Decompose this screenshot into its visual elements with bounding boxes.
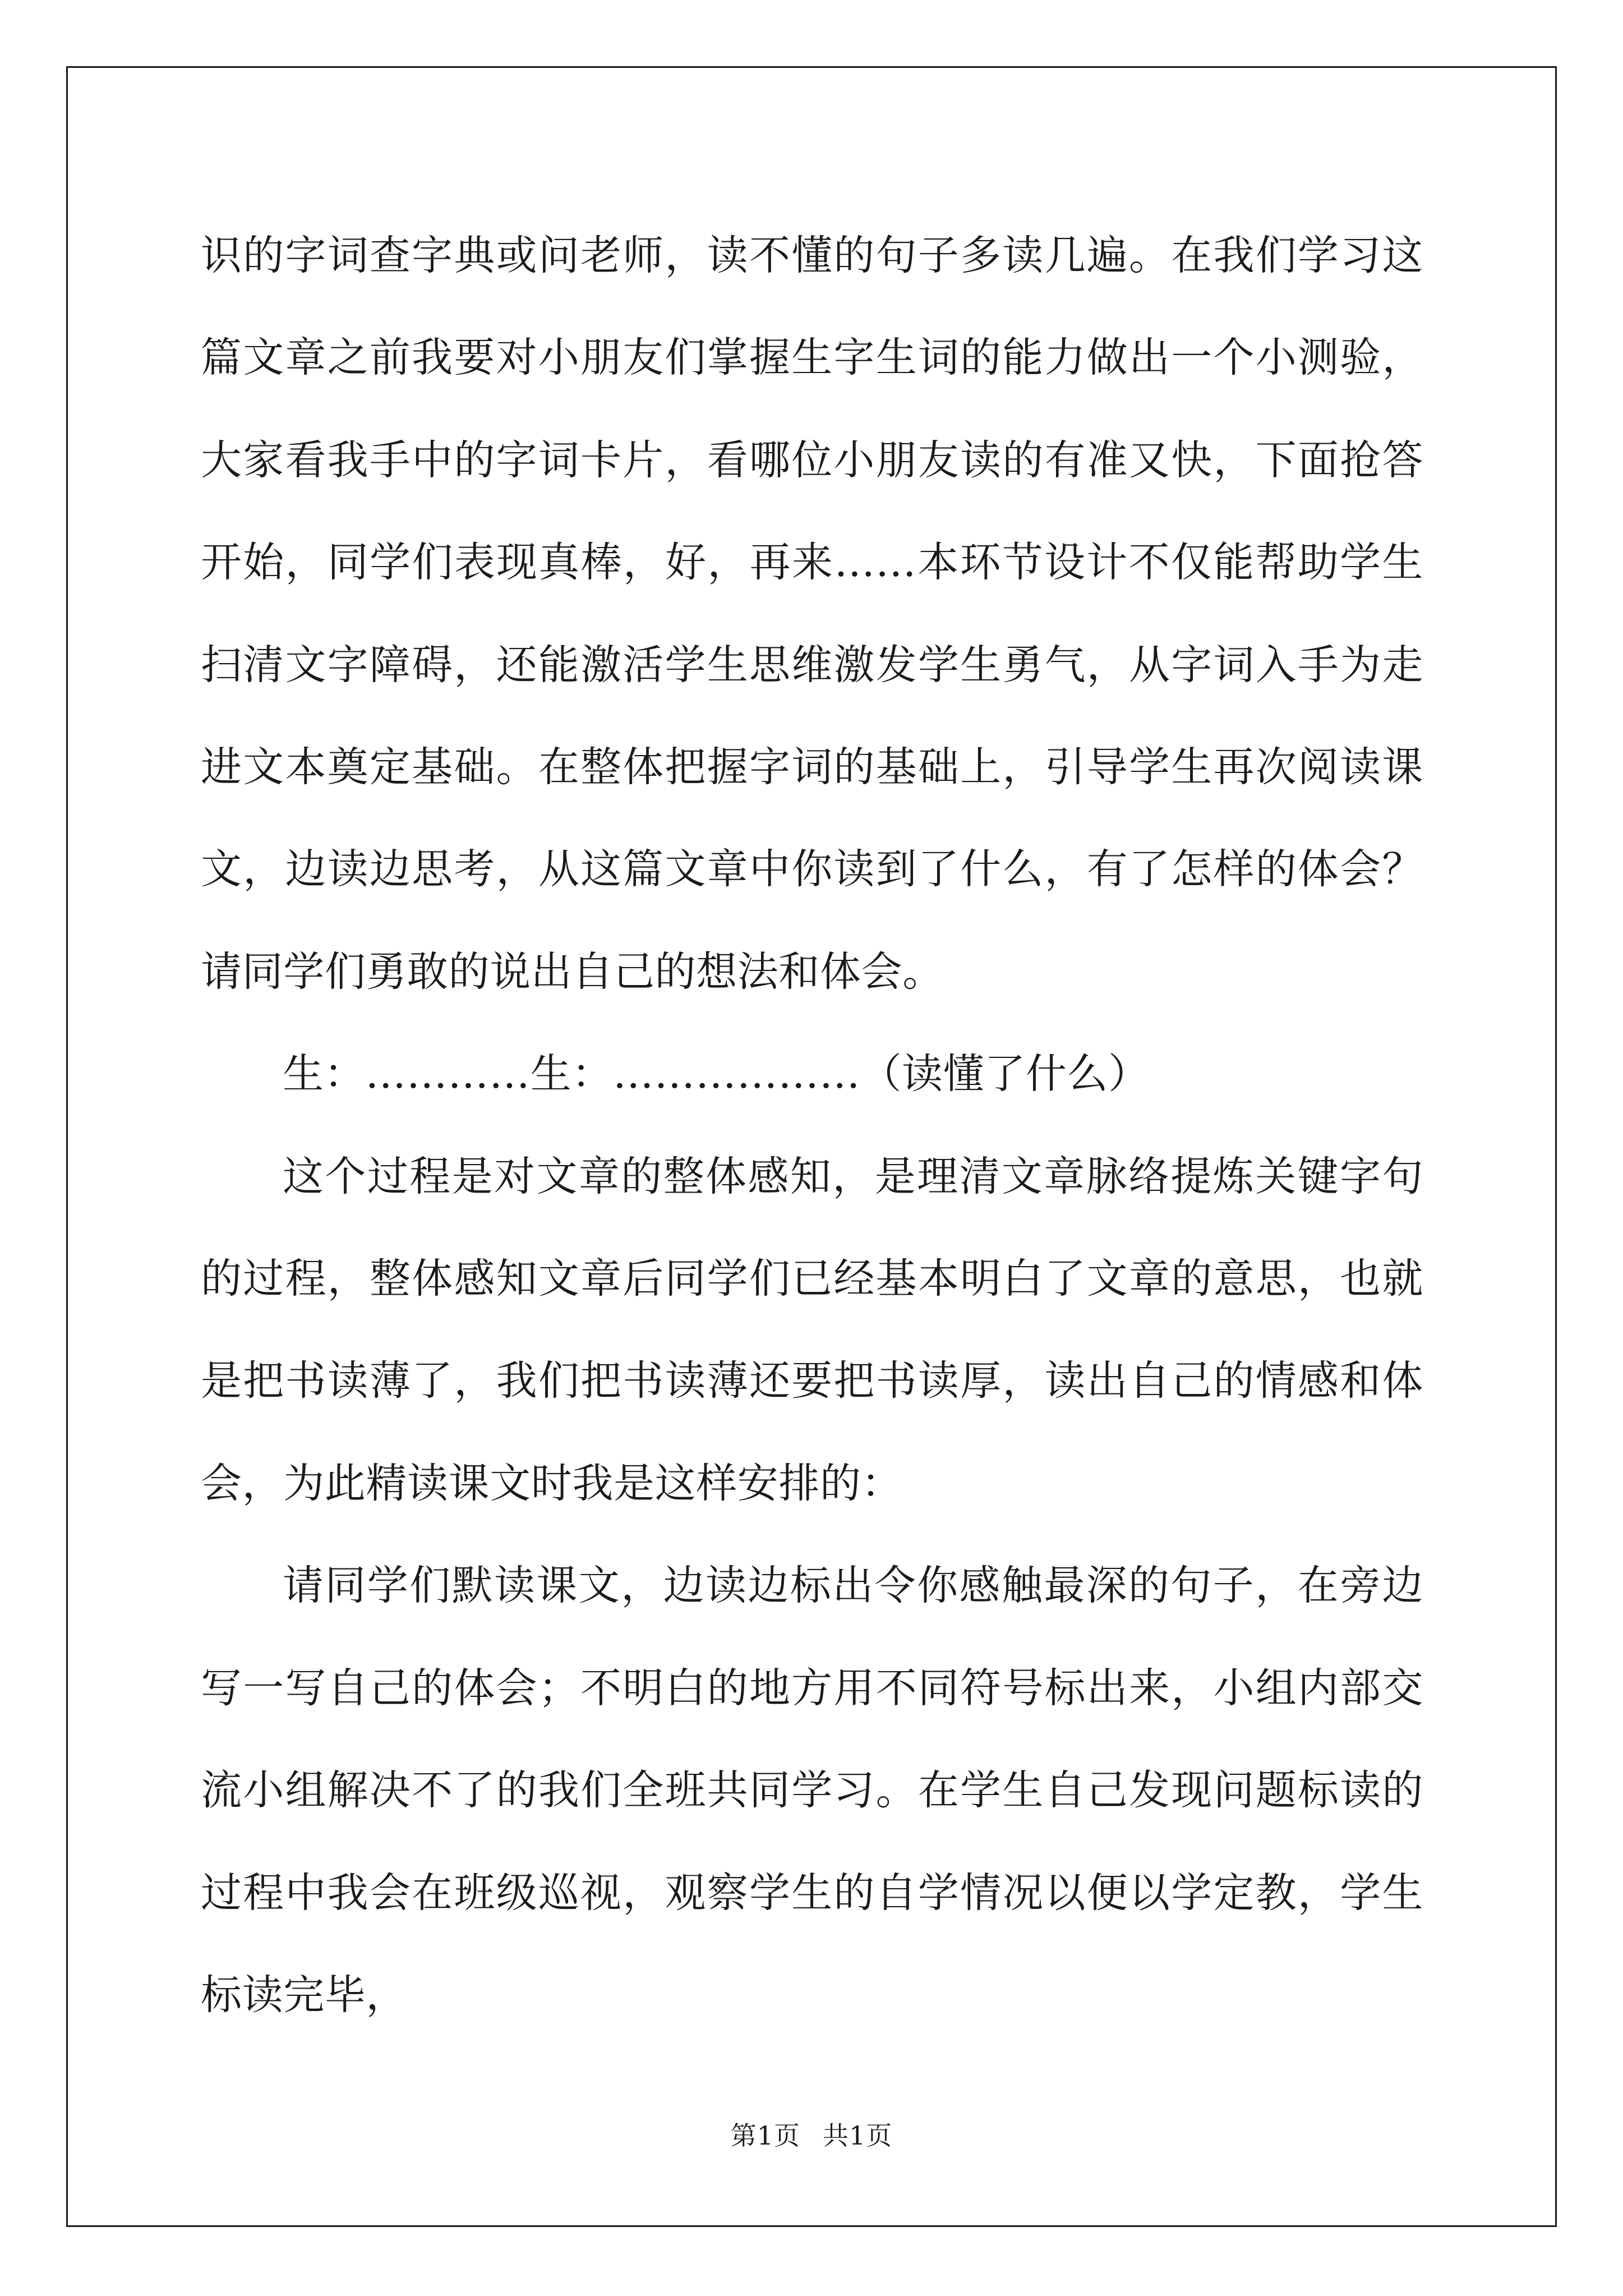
paragraph-2: 生：…………生：………………（读懂了什么） xyxy=(283,1050,1150,1098)
document-body xyxy=(201,205,1423,2046)
page-number: 第1页 xyxy=(730,2120,800,2151)
page-footer xyxy=(0,2119,1623,2152)
paragraph-3: 这个过程是对文章的整体感知，是理清文章脉络提炼关键字句的过程，整体感知文章后同学们已经基本明白了文章的意思，也就是把书读薄了，我们把书读薄还要把书读厚，读出自己的情感和体会，为此精读课文时我是这样安排的： xyxy=(201,1152,1423,1507)
page-total: 共1页 xyxy=(823,2120,893,2151)
paragraph-4: 请同学们默读课文，边读边标出令你感触最深的句子，在旁边写一写自己的体会；不明白的地方用不同符号标出来，小组内部交流小组解决不了的我们全班共同学习。在学生自己发现问题标读的过程中我会在班级巡视，观察学生的自学情况以便以学定教，学生标读完毕， xyxy=(201,1562,1423,2019)
paragraph-1: 识的字词查字典或问老师，读不懂的句子多读几遍。在我们学习这篇文章之前我要对小朋友们掌握生字生词的能力做出一个小测验，大家看我手中的字词卡片，看哪位小朋友读的有准又快，下面抢答开始，同学们表现真棒，好，再来……本环节设计不仅能帮助学生扫清文字障碍，还能激活学生思维激发学生勇气，从字词入手为走进文本奠定基础。在整体把握字词的基础上，引导学生再次阅读课文，边读边思考，从这篇文章中你读到了什么，有了怎样的体会？请同学们勇敢的说出自己的想法和体会。 xyxy=(201,232,1423,996)
